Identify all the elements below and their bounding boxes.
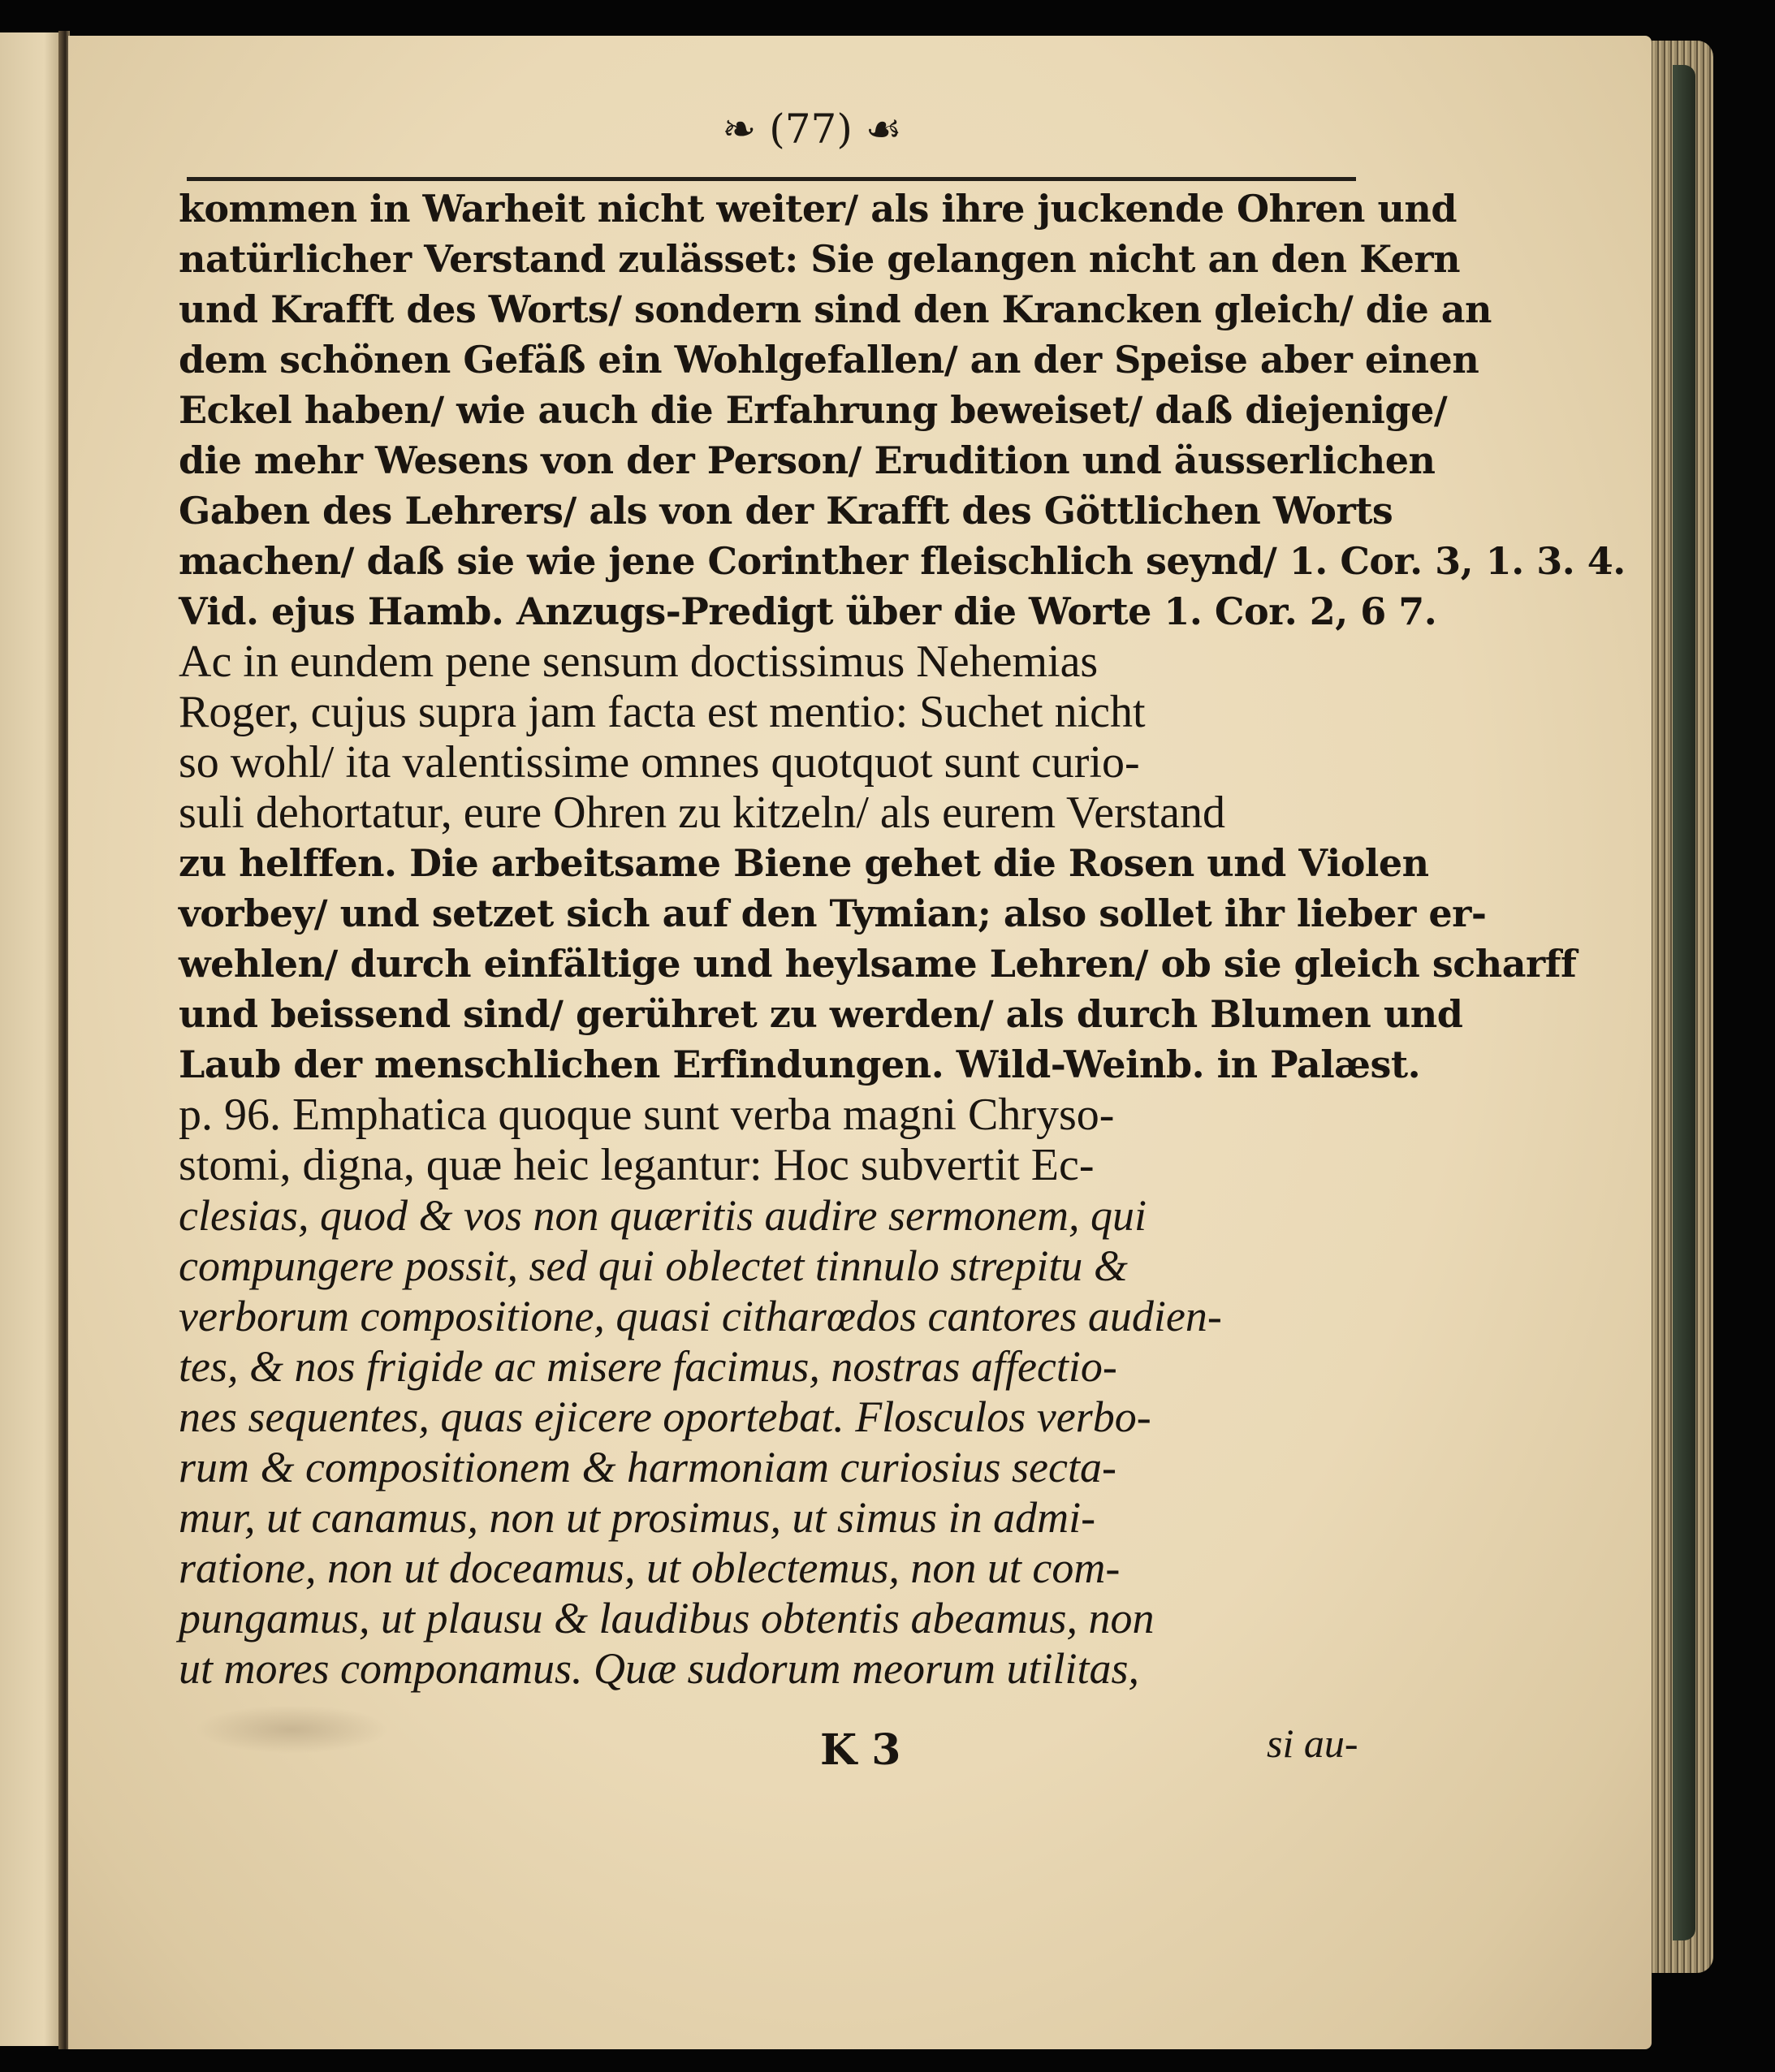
text-line: clesias, quod & vos non quæritis audire sermonem, qui <box>179 1191 1147 1240</box>
text-line: nes sequentes, quas ejicere oportebat. Flosculos verbo- <box>179 1392 1151 1441</box>
text-line: suli dehortatur, eure Ohren zu kitzeln/ als eurem Verstand <box>179 788 1225 838</box>
text-line: vorbey/ und setzet sich auf den Tymian; also sollet ihr lieber er- <box>179 891 1487 935</box>
text-line: stomi, digna, quæ heic legantur: Hoc subvertit Ec- <box>179 1140 1095 1190</box>
header-ornament-left: ❧ <box>722 106 770 153</box>
page-stain <box>195 1705 390 1754</box>
text-line: pungamus, ut plausu & laudibus obtentis abeamus, non <box>179 1594 1155 1642</box>
text-line: wehlen/ durch einfältige und heylsame Lehren/ ob sie gleich scharff <box>179 942 1577 986</box>
text-line: zu helffen. Die arbeitsame Biene gehet die Rosen und Violen <box>179 841 1429 885</box>
body-text <box>179 183 1626 1694</box>
text-line: Eckel haben/ wie auch die Erfahrung beweiset/ daß diejenige/ <box>179 388 1448 432</box>
text-line: Gaben des Lehrers/ als von der Krafft des Göttlichen Worts <box>179 489 1393 533</box>
text-line: und beissend sind/ gerühret zu werden/ als durch Blumen und <box>179 992 1463 1036</box>
page-number: (77) <box>769 106 853 153</box>
text-line: machen/ daß sie wie jene Corinther fleischlich seynd/ 1. Cor. 3, 1. 3. 4. <box>179 539 1626 583</box>
header-rule <box>187 177 1356 181</box>
text-line: compungere possit, sed qui oblectet tinnulo strepitu & <box>179 1241 1128 1290</box>
text-line: und Krafft des Worts/ sondern sind den Krancken gleich/ die an <box>179 287 1492 331</box>
header-ornament-right: ☙ <box>852 106 902 153</box>
text-line: die mehr Wesens von der Person/ Erudition und äusserlichen <box>179 438 1436 482</box>
catchword: si au- <box>1267 1720 1358 1766</box>
previous-page-edge <box>0 32 63 2046</box>
text-line: so wohl/ ita valentissime omnes quotquot sunt curio- <box>179 737 1140 788</box>
text-line: ratione, non ut doceamus, ut oblectemus, non ut com- <box>179 1543 1121 1592</box>
text-line: mur, ut canamus, non ut prosimus, ut simus in admi- <box>179 1493 1096 1542</box>
text-line: Roger, cujus supra jam facta est mentio: Suchet nicht <box>179 687 1146 737</box>
text-line: Ac in eundem pene sensum doctissimus Nehemias <box>179 637 1099 687</box>
text-line: verborum compositione, quasi citharœdos cantores audien- <box>179 1292 1222 1340</box>
text-line: dem schönen Gefäß ein Wohlgefallen/ an der Speise aber einen <box>179 338 1479 382</box>
text-line: natürlicher Verstand zulässet: Sie gelangen nicht an den Kern <box>179 237 1461 281</box>
signature-mark: K 3 <box>820 1725 901 1775</box>
text-line: tes, & nos frigide ac misere facimus, nostras affectio- <box>179 1342 1117 1391</box>
book-cover-edge <box>1673 65 1695 1940</box>
text-line: rum & compositionem & harmoniam curiosius secta- <box>179 1443 1116 1491</box>
text-line: Vid. ejus Hamb. Anzugs-Predigt über die Worte 1. Cor. 2, 6 7. <box>179 589 1437 633</box>
text-line: p. 96. Emphatica quoque sunt verba magni Chryso- <box>179 1090 1115 1140</box>
text-line: ut mores componamus. Quæ sudorum meorum utilitas, <box>179 1644 1140 1693</box>
page-header <box>585 106 1039 171</box>
text-line: Laub der menschlichen Erfindungen. Wild-Weinb. in Palæst. <box>179 1042 1421 1086</box>
text-line: kommen in Warheit nicht weiter/ als ihre juckende Ohren und <box>179 187 1458 231</box>
